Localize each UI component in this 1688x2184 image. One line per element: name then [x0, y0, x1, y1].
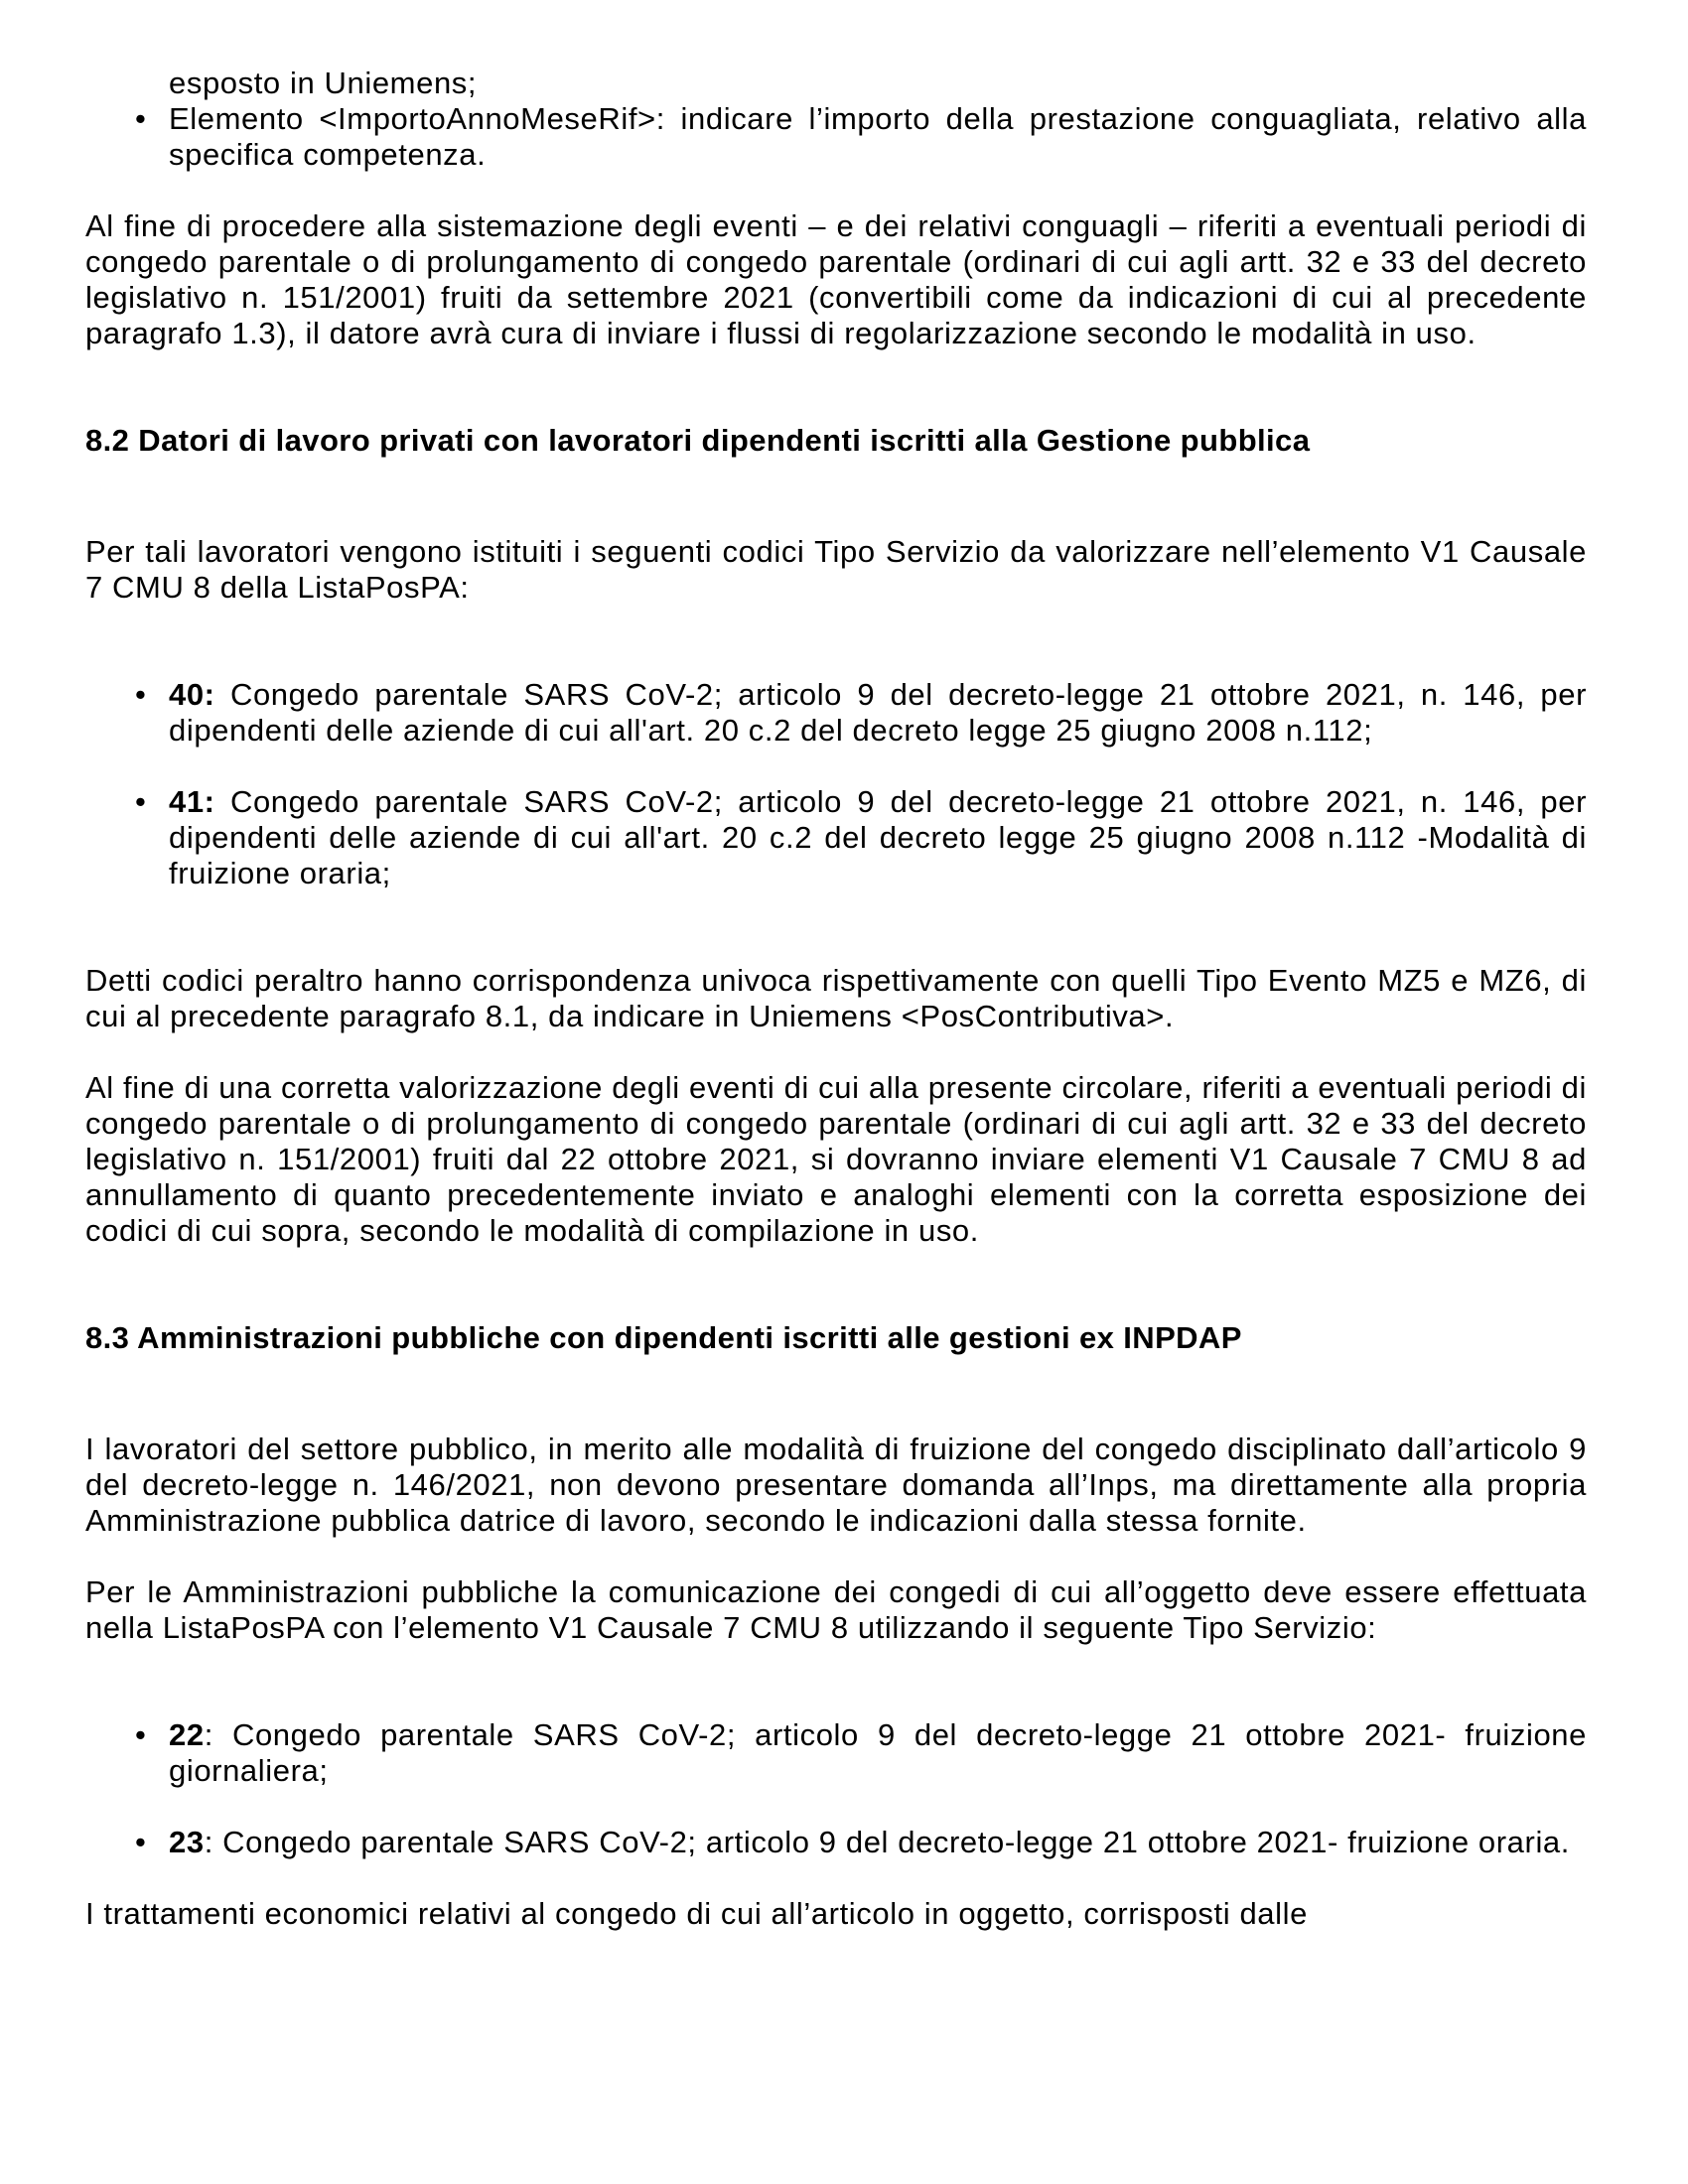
continuation-line: esposto in Uniemens;	[169, 66, 478, 100]
paragraph: Detti codici peraltro hanno corrispondenza univoca rispettivamente con quelli Tipo Evento MZ5 e MZ6, di cui al precedente paragrafo 8.1, da indicare in Uniemens <PosContributiva>.	[85, 963, 1587, 1033]
list-item	[85, 1825, 1587, 1860]
list-item	[85, 784, 1587, 891]
service-code: 22	[169, 1717, 205, 1752]
list-item-text: : Congedo parentale SARS CoV-2; articolo 9 del decreto-legge 21 ottobre 2021- fruizione giornaliera;	[169, 1717, 1587, 1788]
bullet-icon: •	[135, 784, 147, 819]
list-item-text: Congedo parentale SARS CoV-2; articolo 9 del decreto-legge 21 ottobre 2021, n. 146, per dipendenti delle aziende di cui all'art. 20 c.2 del decreto legge 25 giugno 2008 n.112 -Modalità di fruizione oraria;	[169, 784, 1587, 890]
paragraph: I trattamenti economici relativi al congedo di cui all’articolo in oggetto, corrisposti dalle	[85, 1896, 1308, 1931]
section-heading-8-2: 8.2 Datori di lavoro privati con lavoratori dipendenti iscritti alla Gestione pubblica	[85, 423, 1311, 458]
top-bullet-list	[85, 101, 1587, 173]
codes-list-8-3	[85, 1717, 1587, 1860]
document-page	[85, 66, 1587, 1932]
list-item	[85, 101, 1587, 173]
paragraph: Per tali lavoratori vengono istituiti i seguenti codici Tipo Servizio da valorizzare nell’elemento V1 Causale 7 CMU 8 della ListaPosPA:	[85, 534, 1587, 605]
paragraph: Al fine di una corretta valorizzazione degli eventi di cui alla presente circolare, riferiti a eventuali periodi di congedo parentale o di prolungamento di congedo parentale (ordinari di cui agli artt. 32 e 33 del decreto legislativo n. 151/2001) fruiti dal 22 ottobre 2021, si dovranno inviare elementi V1 Causale 7 CMU 8 ad annullamento di quanto precedentemente inviato e analoghi elementi con la corretta esposizione dei codici di cui sopra, secondo le modalità di compilazione in uso.	[85, 1070, 1587, 1248]
service-code: 41:	[169, 784, 215, 819]
bullet-icon: •	[135, 1825, 147, 1859]
list-item-text: : Congedo parentale SARS CoV-2; articolo 9 del decreto-legge 21 ottobre 2021- fruizione oraria.	[204, 1825, 1570, 1859]
list-item	[85, 1717, 1587, 1789]
service-code: 23	[169, 1825, 205, 1859]
paragraph: Al fine di procedere alla sistemazione degli eventi – e dei relativi conguagli – riferiti a eventuali periodi di congedo parentale o di prolungamento di congedo parentale (ordinari di cui agli artt. 32 e 33 del decreto legislativo n. 151/2001) fruiti da settembre 2021 (convertibili come da indicazioni di cui al precedente paragrafo 1.3), il datore avrà cura di inviare i flussi di regolarizzazione secondo le modalità in uso.	[85, 208, 1587, 350]
service-code: 40:	[169, 677, 215, 712]
section-heading-8-3: 8.3 Amministrazioni pubbliche con dipendenti iscritti alle gestioni ex INPDAP	[85, 1320, 1242, 1355]
bullet-icon: •	[135, 101, 147, 136]
list-item-text: Elemento <ImportoAnnoMeseRif>: indicare l’importo della prestazione conguagliata, relativo alla specifica competenza.	[169, 101, 1587, 172]
list-item-text: Congedo parentale SARS CoV-2; articolo 9 del decreto-legge 21 ottobre 2021, n. 146, per dipendenti delle aziende di cui all'art. 20 c.2 del decreto legge 25 giugno 2008 n.112;	[169, 677, 1587, 748]
bullet-icon: •	[135, 1717, 147, 1752]
paragraph: I lavoratori del settore pubblico, in merito alle modalità di fruizione del congedo disciplinato dall’articolo 9 del decreto-legge n. 146/2021, non devono presentare domanda all’Inps, ma direttamente alla propria Amministrazione pubblica datrice di lavoro, secondo le indicazioni dalla stessa fornite.	[85, 1432, 1587, 1538]
bullet-icon: •	[135, 677, 147, 712]
paragraph: Per le Amministrazioni pubbliche la comunicazione dei congedi di cui all’oggetto deve essere effettuata nella ListaPosPA con l’elemento V1 Causale 7 CMU 8 utilizzando il seguente Tipo Servizio:	[85, 1574, 1587, 1645]
list-item	[85, 677, 1587, 749]
codes-list-8-2	[85, 677, 1587, 891]
